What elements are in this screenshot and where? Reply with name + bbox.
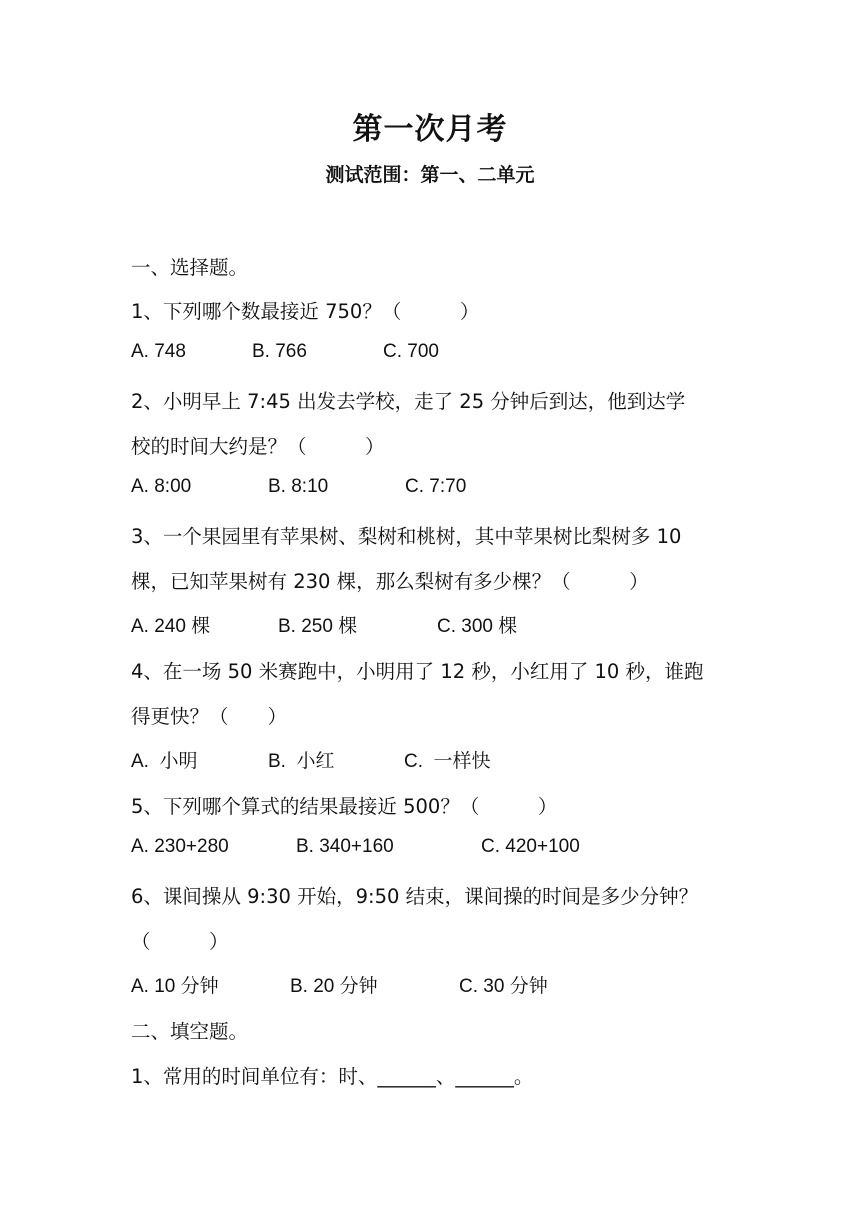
question-5-options	[0, 836, 860, 864]
question-2-options	[0, 476, 860, 504]
section-heading-choice: 一、选择题。	[131, 256, 249, 279]
option-c: C. 700	[383, 341, 439, 362]
question-5-text: 5、下列哪个算式的结果最接近 500？（ ）	[131, 795, 558, 818]
question-1-options	[0, 341, 860, 369]
option-a: A. 10 分钟	[131, 976, 219, 997]
option-b: B. 8:10	[268, 476, 329, 497]
option-a: A. 8:00	[131, 476, 192, 497]
question-4-text-line2: 得更快？（ ）	[131, 705, 288, 728]
question-6-text-line2: （ ）	[131, 930, 229, 953]
option-b: B. 20 分钟	[290, 976, 378, 997]
question-4-options	[0, 746, 860, 774]
question-3-options	[0, 611, 860, 639]
option-c: C. 7:70	[405, 476, 467, 497]
option-a: A. 小明	[131, 751, 198, 772]
option-a: A. 748	[131, 341, 186, 362]
question-2-text-line2: 校的时间大约是？（ ）	[131, 435, 385, 458]
option-b: B. 340+160	[296, 836, 394, 857]
question-2-text-line1: 2、小明早上 7:45 出发去学校，走了 25 分钟后到达，他到达学	[131, 390, 686, 413]
option-a: A. 230+280	[131, 836, 229, 857]
option-b: B. 766	[252, 341, 307, 362]
option-c: C. 30 分钟	[459, 976, 548, 997]
option-b: B. 250 棵	[278, 616, 358, 637]
section-heading-fill-blank: 二、填空题。	[131, 1020, 249, 1043]
question-6-options	[0, 971, 860, 999]
page-subtitle: 测试范围：第一、二单元	[325, 164, 535, 186]
question-3-text-line1: 3、一个果园里有苹果树、梨树和桃树，其中苹果树比梨树多 10	[131, 525, 682, 548]
question-3-text-line2: 棵，已知苹果树有 230 棵，那么梨树有多少棵？（ ）	[131, 570, 649, 593]
option-a: A. 240 棵	[131, 616, 211, 637]
option-c: C. 一样快	[404, 751, 491, 772]
question-6-text-line1: 6、课间操从 9:30 开始，9:50 结束，课间操的时间是多少分钟？	[131, 885, 699, 908]
question-4-text-line1: 4、在一场 50 米赛跑中，小明用了 12 秒，小红用了 10 秒，谁跑	[131, 660, 704, 683]
fill-question-1: 1、常用的时间单位有：时、______、______。	[131, 1065, 534, 1088]
option-b: B. 小红	[268, 751, 335, 772]
option-c: C. 300 棵	[437, 616, 518, 637]
option-c: C. 420+100	[481, 836, 580, 857]
question-1-text: 1、下列哪个数最接近 750？（ ）	[131, 300, 480, 323]
page-title: 第一次月考	[352, 112, 508, 147]
